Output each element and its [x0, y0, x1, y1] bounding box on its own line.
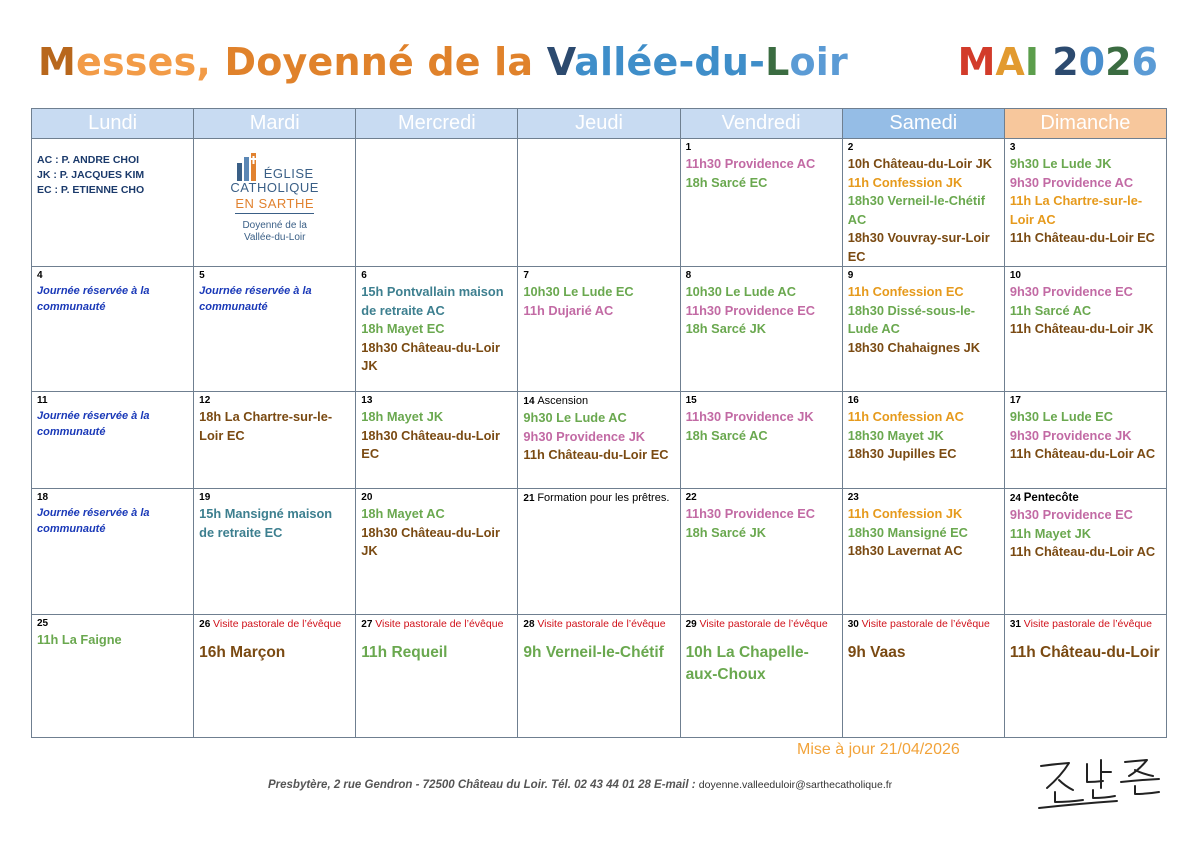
day-number: 6 [361, 270, 367, 281]
update-date: Mise à jour 21/04/2026 [797, 741, 960, 758]
mass-entry: 11h Confession EC [847, 284, 964, 299]
mass-entry: 18h Mayet JK [361, 409, 444, 424]
day-cell-wednesday [356, 615, 518, 738]
mass-entry: 18h30 Château-du-Loir EC [361, 427, 500, 461]
week-row [32, 615, 1167, 738]
day-number: 13 [361, 395, 373, 406]
mass-entry: 15h Mansigné maison de retraite EC [199, 506, 333, 540]
day-number: 14 [523, 396, 535, 407]
day-number: 17 [1009, 395, 1021, 406]
visit-label: Visite pastorale de l’évêque [699, 618, 828, 630]
day-number: 19 [199, 492, 211, 503]
visit-mass-entry: 10h La Chapelle-aux-Choux [685, 644, 809, 683]
mass-entry: 9h30 Le Lude EC [1009, 409, 1113, 424]
day-cell-friday [680, 392, 842, 489]
month-segment: 0 [1078, 40, 1106, 84]
weekday-header-row [32, 109, 1167, 139]
day-number: 8 [685, 270, 692, 281]
day-number: 2 [847, 142, 854, 153]
footer-email: doyenne.valleeduloir@sarthecatholique.fr [698, 779, 893, 791]
mass-entry: 11h Château-du-Loir JK [1009, 321, 1154, 336]
day-number-line [686, 617, 837, 632]
visit-label: Visite pastorale de l’évêque [375, 618, 504, 630]
day-cell-tuesday [194, 392, 356, 489]
visit-label: Visite pastorale de l’évêque [213, 618, 342, 630]
church-logo-icon [236, 153, 262, 181]
mass-entry: 18h Sarcé JK [685, 321, 766, 336]
day-number: 23 [847, 492, 859, 503]
mass-entry: 10h Château-du-Loir JK [847, 156, 993, 171]
day-number: 25 [37, 618, 49, 629]
logo-line-vallee: Vallée-du-Loir [243, 232, 306, 243]
mass-entry: 10h30 Le Lude EC [523, 284, 634, 299]
day-number-line [199, 491, 350, 505]
title-segment: L [765, 40, 790, 84]
mass-entry: 11h Confession AC [847, 409, 964, 424]
day-number-line [1010, 269, 1161, 283]
day-number: 22 [685, 492, 697, 503]
day-number: 3 [1009, 142, 1016, 153]
day-number: 7 [523, 270, 529, 281]
day-number-line [1010, 141, 1161, 155]
month-segment: M [957, 40, 996, 84]
day-cell-monday [32, 615, 194, 738]
month-segment: 6 [1131, 40, 1158, 84]
day-cell-thursday [518, 139, 680, 267]
day-number-line [361, 394, 512, 408]
weekday-wednesday: Mercredi [356, 109, 518, 139]
day-number: 20 [361, 492, 373, 503]
visit-label: Visite pastorale de l’évêque [861, 618, 990, 630]
day-number-line [523, 617, 674, 632]
weekday-friday: Vendredi [680, 109, 842, 139]
mass-entry: 11h Dujarié AC [523, 302, 614, 318]
mass-entry: 18h30 Château-du-Loir JK [361, 339, 500, 373]
day-cell-tuesday [194, 139, 356, 267]
mass-entry: 11h30 Providence AC [685, 156, 816, 171]
day-cell-tuesday [194, 489, 356, 615]
mass-entry: 18h Sarcé JK [685, 524, 766, 540]
mass-entry: 9h30 Providence AC [1009, 174, 1134, 190]
mass-entry: 11h Confession JK [847, 506, 963, 521]
priest-legend [32, 139, 193, 198]
day-cell-monday [32, 267, 194, 392]
mass-entry: 9h30 Providence JK [1009, 427, 1132, 443]
mass-entry: 18h La Chartre-sur-le-Loir EC [199, 409, 333, 443]
legend-item: AC : P. ANDRE CHOI [37, 154, 140, 166]
title-segment: Doyenné de la [224, 40, 547, 84]
day-number-line [848, 491, 999, 505]
day-note: Formation pour les prêtres. [537, 492, 670, 504]
day-cell-wednesday [356, 267, 518, 392]
logo-line-sarthe: EN SARTHE [235, 197, 314, 214]
day-number: 9 [847, 270, 854, 281]
day-number-line [1010, 491, 1161, 506]
reserved-day-note: Journée réservée à la communauté [37, 285, 150, 313]
mass-entry: 18h Sarcé EC [685, 174, 768, 190]
day-number-line [686, 269, 837, 283]
calendar-table [31, 108, 1167, 738]
day-number-line [199, 617, 350, 632]
day-number-line [1010, 394, 1161, 408]
month-segment: I [1024, 40, 1053, 84]
day-number: 16 [847, 395, 859, 406]
day-number-line [1010, 617, 1161, 632]
day-number-line [848, 617, 999, 632]
mass-entry: 11h Mayet JK [1009, 525, 1091, 541]
title-segment: V [546, 40, 575, 84]
mass-entry: 18h30 Dissé-sous-le-Lude AC [847, 302, 976, 336]
day-number-line [523, 394, 674, 409]
mass-entry: 18h30 Lavernat AC [847, 543, 963, 558]
footer-contact [268, 779, 892, 791]
reserved-day-note: Journée réservée à la communauté [199, 285, 312, 313]
mass-entry: 9h30 Le Lude AC [523, 410, 627, 425]
footer-address: Presbytère, 2 rue Gendron - 72500 Château du Loir. Tél. 02 43 44 01 28 E-mail : [268, 779, 699, 791]
visit-mass-entry: 11h Requeil [361, 644, 448, 661]
mass-entry: 18h Sarcé AC [685, 427, 768, 443]
visit-mass-entry: 9h Vaas [847, 644, 906, 661]
day-number: 26 [199, 619, 211, 630]
mass-entry: 10h30 Le Lude AC [685, 284, 797, 299]
mass-entry: 18h Mayet EC [361, 321, 445, 336]
month-segment: 2 [1052, 40, 1079, 84]
day-cell-thursday [518, 392, 680, 489]
day-cell-thursday [518, 615, 680, 738]
day-number: 28 [523, 619, 535, 630]
legend-item: EC : P. ETIENNE CHO [37, 184, 145, 196]
month-segment: 2 [1105, 40, 1132, 84]
day-number-line [523, 269, 674, 283]
week-row [32, 392, 1167, 489]
page-title [38, 40, 848, 84]
weekday-tuesday: Mardi [194, 109, 356, 139]
week-row [32, 489, 1167, 615]
visit-label: Visite pastorale de l’évêque [537, 618, 666, 630]
visit-mass-entry: 11h Château-du-Loir [1009, 644, 1160, 661]
day-number: 31 [1009, 619, 1021, 630]
day-number-line [361, 491, 512, 505]
day-number: 30 [847, 619, 859, 630]
week-row [32, 267, 1167, 392]
title-segment: M [38, 40, 77, 84]
weekday-thursday: Jeudi [518, 109, 680, 139]
title-segment: oir [789, 40, 848, 84]
title-segment: esses, [76, 40, 225, 84]
mass-entry: 9h30 Le Lude JK [1009, 156, 1112, 171]
mass-entry: 11h Château-du-Loir AC [1009, 446, 1156, 461]
day-number: 29 [685, 619, 697, 630]
day-number: 15 [685, 395, 697, 406]
day-number-line [199, 394, 350, 408]
day-cell-friday [680, 267, 842, 392]
mass-entry: 18h30 Mansigné EC [847, 524, 968, 540]
logo-line-catholique: CATHOLIQUE [230, 180, 319, 195]
day-number-line [686, 394, 837, 408]
month-title [958, 40, 1158, 84]
visit-label: Visite pastorale de l’évêque [1023, 618, 1152, 630]
day-note: Ascension [537, 395, 589, 407]
day-cell-thursday [518, 267, 680, 392]
logo-line-doyenne: Doyenné de la [242, 220, 307, 231]
mass-entry: 11h Château-du-Loir EC [523, 447, 669, 462]
mass-entry: 9h30 Providence JK [523, 428, 646, 444]
day-number: 12 [199, 395, 211, 406]
mass-entry: 11h La Faigne [37, 632, 122, 647]
day-number-line [848, 141, 999, 155]
day-number-line [37, 394, 188, 408]
mass-entry: 11h30 Providence EC [685, 506, 816, 521]
day-cell-tuesday [194, 267, 356, 392]
mass-entry: 18h30 Mayet JK [847, 427, 944, 443]
day-number-line [686, 141, 837, 155]
day-cell-wednesday [356, 392, 518, 489]
day-number-line [848, 394, 999, 408]
day-number: 1 [685, 142, 692, 153]
day-cell-monday [32, 392, 194, 489]
mass-entry: 18h Mayet AC [361, 506, 445, 521]
mass-entry: 11h Château-du-Loir AC [1009, 544, 1156, 559]
day-cell-friday [680, 615, 842, 738]
mass-entry: 11h Sarcé AC [1009, 302, 1092, 318]
day-cell-sunday [1004, 267, 1166, 392]
day-number-line [37, 491, 188, 505]
reserved-day-note: Journée réservée à la communauté [37, 410, 150, 438]
day-cell-monday [32, 489, 194, 615]
day-cell-saturday [842, 139, 1004, 267]
day-number: 10 [1009, 270, 1021, 281]
day-cell-wednesday [356, 489, 518, 615]
day-note: Pentecôte [1023, 492, 1079, 504]
day-number-line [199, 269, 350, 283]
day-number: 24 [1009, 493, 1021, 504]
mass-entry: 11h La Chartre-sur-le-Loir AC [1009, 193, 1143, 227]
day-cell-sunday [1004, 392, 1166, 489]
day-cell-friday [680, 139, 842, 267]
mass-entry: 18h30 Jupilles EC [847, 446, 957, 461]
signature-image [1035, 752, 1165, 817]
weekday-monday: Lundi [32, 109, 194, 139]
day-cell-saturday [842, 392, 1004, 489]
day-number: 27 [361, 619, 373, 630]
day-cell-sunday [1004, 139, 1166, 267]
mass-entry: 11h Château-du-Loir EC [1009, 230, 1155, 245]
mass-entry: 9h30 Providence EC [1009, 507, 1133, 522]
mass-entry: 11h30 Providence JK [685, 409, 814, 424]
reserved-day-note: Journée réservée à la communauté [37, 507, 150, 535]
day-cell-thursday [518, 489, 680, 615]
day-cell-saturday [842, 489, 1004, 615]
legend-item: JK : P. JACQUES KIM [37, 169, 145, 181]
day-number: 11 [37, 395, 48, 406]
day-number-line [361, 269, 512, 283]
calendar-body [32, 139, 1167, 738]
logo-line-eglise: ÉGLISE [263, 166, 314, 181]
day-cell-sunday [1004, 489, 1166, 615]
day-cell-saturday [842, 615, 1004, 738]
day-number-line [686, 491, 837, 505]
mass-entry: 11h Confession JK [847, 174, 963, 190]
mass-entry: 18h30 Chahaignes JK [847, 339, 980, 355]
day-number-line [37, 269, 188, 283]
day-number: 4 [37, 270, 43, 281]
month-segment: A [995, 40, 1025, 84]
day-number: 18 [37, 492, 49, 503]
mass-entry: 18h30 Château-du-Loir JK [361, 524, 500, 558]
day-number-line [523, 491, 674, 506]
day-cell-wednesday [356, 139, 518, 267]
visit-mass-entry: 16h Marçon [199, 644, 286, 661]
weekday-sunday: Dimanche [1004, 109, 1166, 139]
day-number-line [37, 617, 188, 631]
mass-entry: 18h30 Vouvray-sur-Loir EC [847, 230, 990, 264]
title-segment: allée-du- [574, 40, 766, 84]
day-number: 5 [199, 270, 205, 281]
mass-entry: 18h30 Verneil-le-Chétif AC [847, 193, 985, 227]
day-number-line [361, 617, 512, 632]
mass-entry: 15h Pontvallain maison de retraite AC [361, 284, 504, 318]
diocese-logo [199, 141, 350, 244]
day-cell-saturday [842, 267, 1004, 392]
weekday-saturday: Samedi [842, 109, 1004, 139]
mass-entry: 11h30 Providence EC [685, 302, 816, 318]
day-cell-tuesday [194, 615, 356, 738]
day-number: 21 [523, 493, 535, 504]
day-number-line [848, 269, 999, 283]
day-cell-monday [32, 139, 194, 267]
week-row [32, 139, 1167, 267]
day-cell-friday [680, 489, 842, 615]
day-cell-sunday [1004, 615, 1166, 738]
mass-entry: 9h30 Providence EC [1009, 284, 1133, 299]
visit-mass-entry: 9h Verneil-le-Chétif [523, 644, 664, 661]
